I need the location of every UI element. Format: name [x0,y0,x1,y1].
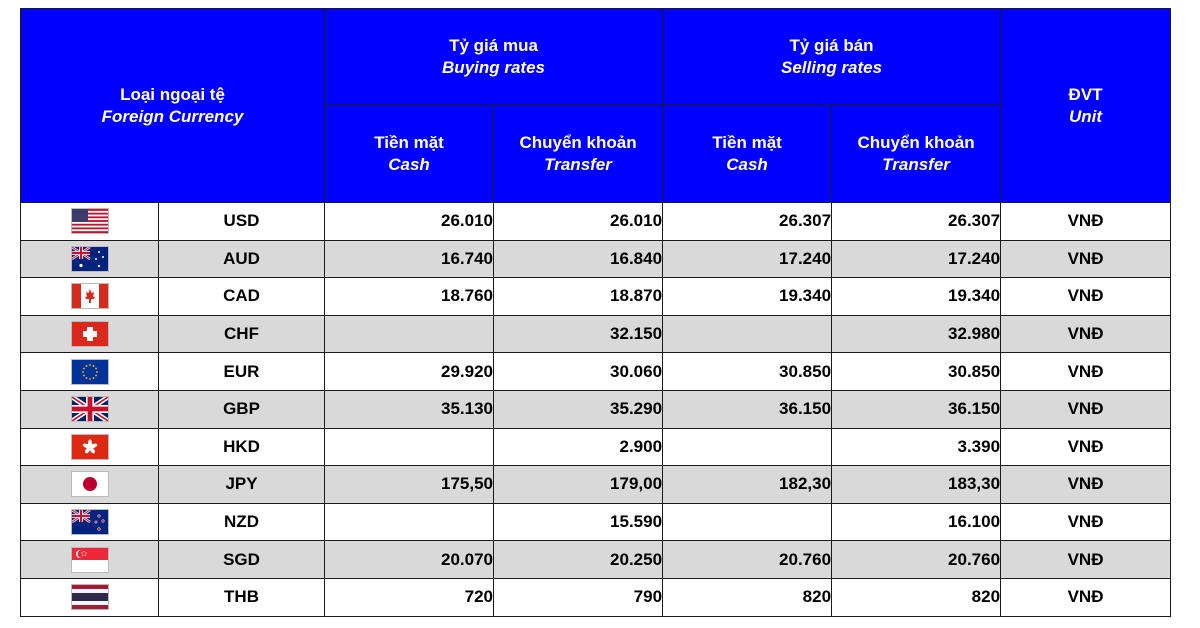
ch-flag-icon [72,322,108,346]
sell-transfer-value: 30.850 [832,353,1001,391]
au-flag-icon [72,247,108,271]
table-row [21,278,1171,316]
unit-value: VNĐ [1001,578,1171,616]
currency-code: SGD [159,541,325,579]
exchange-rate-table [20,8,1171,617]
sell-transfer-value: 3.390 [832,428,1001,466]
sell-cash-value: 182,30 [663,466,832,504]
flag-cell [21,240,159,278]
buy-cash-header-vi: Tiền mặt [374,133,444,152]
flag-cell [21,353,159,391]
buy-transfer-value: 179,00 [494,466,663,504]
buy-cash-value: 175,50 [325,466,494,504]
buy-transfer-value: 16.840 [494,240,663,278]
buy-transfer-value: 26.010 [494,203,663,241]
unit-header-en: Unit [1069,106,1103,126]
sell-transfer-value: 36.150 [832,390,1001,428]
sell-cash-header-vi: Tiền mặt [712,133,782,152]
sell-cash-header [663,106,832,203]
currency-code: CHF [159,315,325,353]
unit-value: VNĐ [1001,503,1171,541]
buy-cash-value: 18.760 [325,278,494,316]
selling-header-en: Selling rates [780,58,883,77]
th-flag-icon [72,585,108,609]
selling-rates-header [663,9,1001,106]
sell-cash-value: 30.850 [663,353,832,391]
unit-value: VNĐ [1001,315,1171,353]
sell-transfer-value: 820 [832,578,1001,616]
unit-value: VNĐ [1001,428,1171,466]
sell-transfer-value: 17.240 [832,240,1001,278]
unit-value: VNĐ [1001,390,1171,428]
unit-value: VNĐ [1001,203,1171,241]
buy-transfer-header [494,106,663,203]
sell-cash-value [663,315,832,353]
buy-cash-value [325,315,494,353]
buy-transfer-value: 20.250 [494,541,663,579]
buy-transfer-value: 2.900 [494,428,663,466]
sell-transfer-header [832,106,1001,203]
sell-cash-header-en: Cash [726,155,768,174]
sell-transfer-header-en: Transfer [882,155,950,174]
table-row [21,203,1171,241]
unit-header [1001,9,1171,203]
table-row [21,503,1171,541]
buy-cash-value [325,428,494,466]
flag-cell [21,315,159,353]
table-row [21,353,1171,391]
buy-cash-value: 35.130 [325,390,494,428]
buy-transfer-header-vi: Chuyển khoản [519,133,637,152]
table-row [21,466,1171,504]
table-row [21,541,1171,579]
buy-transfer-value: 15.590 [494,503,663,541]
buy-cash-value: 29.920 [325,353,494,391]
sell-cash-value: 26.307 [663,203,832,241]
selling-header-vi: Tỷ giá bán [789,36,874,55]
sell-cash-value: 19.340 [663,278,832,316]
flag-cell [21,203,159,241]
buying-header-en: Buying rates [442,58,546,77]
unit-value: VNĐ [1001,278,1171,316]
flag-cell [21,503,159,541]
buying-rates-header [325,9,663,106]
hk-flag-icon [72,435,108,459]
sell-transfer-value: 19.340 [832,278,1001,316]
table-row [21,315,1171,353]
flag-cell [21,541,159,579]
sell-transfer-value: 16.100 [832,503,1001,541]
buy-cash-value: 720 [325,578,494,616]
flag-cell [21,428,159,466]
flag-cell [21,390,159,428]
buying-header-vi: Tỷ giá mua [449,36,538,55]
currency-code: USD [159,203,325,241]
unit-value: VNĐ [1001,541,1171,579]
unit-value: VNĐ [1001,353,1171,391]
sell-cash-value [663,428,832,466]
currency-code: AUD [159,240,325,278]
sell-transfer-value: 32.980 [832,315,1001,353]
sell-transfer-value: 26.307 [832,203,1001,241]
currency-code: CAD [159,278,325,316]
table-row [21,578,1171,616]
currency-code: JPY [159,466,325,504]
sell-transfer-value: 20.760 [832,541,1001,579]
buy-cash-value: 20.070 [325,541,494,579]
jp-flag-icon [72,472,108,496]
buy-cash-value: 16.740 [325,240,494,278]
unit-value: VNĐ [1001,240,1171,278]
currency-code: THB [159,578,325,616]
currency-header [21,9,325,203]
buy-cash-value [325,503,494,541]
currency-code: NZD [159,503,325,541]
sell-cash-value: 820 [663,578,832,616]
buy-transfer-value: 32.150 [494,315,663,353]
unit-header-vi: ĐVT [1068,84,1103,104]
currency-header-en: Foreign Currency [101,106,244,126]
rate-rows [21,203,1171,617]
buy-transfer-value: 30.060 [494,353,663,391]
sell-transfer-value: 183,30 [832,466,1001,504]
currency-code: HKD [159,428,325,466]
currency-code: GBP [159,390,325,428]
buy-transfer-value: 790 [494,578,663,616]
buy-cash-value: 26.010 [325,203,494,241]
flag-cell [21,466,159,504]
sell-cash-value: 36.150 [663,390,832,428]
flag-cell [21,578,159,616]
sell-transfer-header-vi: Chuyển khoản [857,133,975,152]
table-row [21,428,1171,466]
table-row [21,390,1171,428]
buy-transfer-header-en: Transfer [544,155,612,174]
table-row [21,240,1171,278]
sell-cash-value [663,503,832,541]
flag-cell [21,278,159,316]
sg-flag-icon [72,548,108,572]
us-flag-icon [72,209,108,233]
currency-header-vi: Loại ngoại tệ [120,84,225,104]
ca-flag-icon [72,284,108,308]
nz-flag-icon [72,510,108,534]
buy-transfer-value: 35.290 [494,390,663,428]
sell-cash-value: 20.760 [663,541,832,579]
unit-value: VNĐ [1001,466,1171,504]
sell-cash-value: 17.240 [663,240,832,278]
buy-cash-header [325,106,494,203]
eu-flag-icon [72,360,108,384]
buy-transfer-value: 18.870 [494,278,663,316]
gb-flag-icon [72,397,108,421]
buy-cash-header-en: Cash [388,155,430,174]
currency-code: EUR [159,353,325,391]
